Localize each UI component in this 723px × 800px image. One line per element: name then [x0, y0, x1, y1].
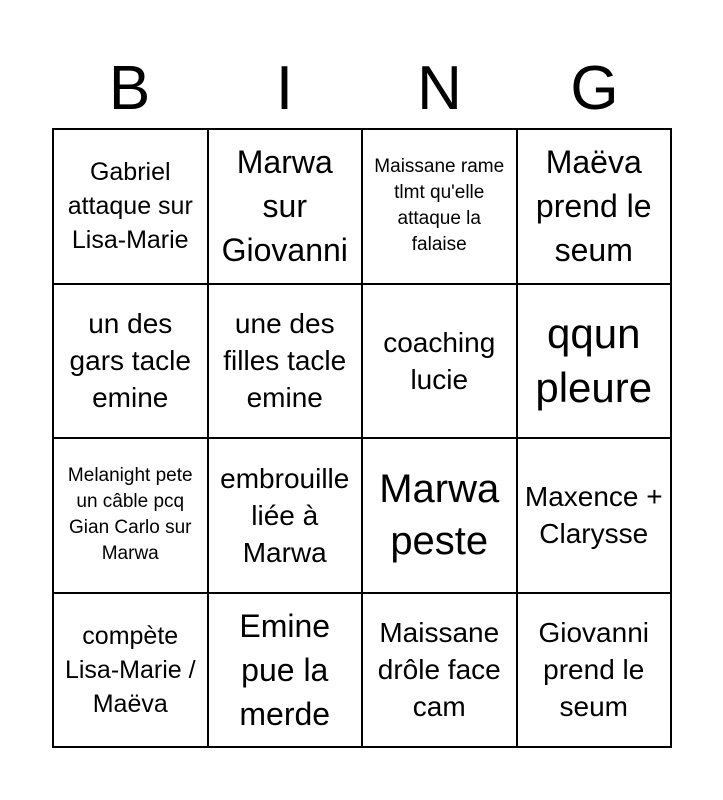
bingo-cell-text: Marwa peste: [379, 467, 500, 564]
bingo-cell[interactable]: [209, 594, 364, 749]
bingo-cell[interactable]: [209, 439, 364, 594]
header-letter-n: N: [417, 54, 462, 123]
bingo-cell[interactable]: [209, 285, 364, 440]
bingo-cell-text: un des gars tacle emine: [69, 308, 191, 414]
bingo-card: [52, 128, 672, 748]
bingo-cell-text: Marwa sur Giovanni: [221, 144, 348, 269]
bingo-cell[interactable]: [363, 130, 518, 285]
bingo-cell[interactable]: [54, 285, 209, 440]
bingo-cell[interactable]: [363, 594, 518, 749]
bingo-cell-text: Emine pue la merde: [239, 607, 331, 732]
bingo-cell[interactable]: [363, 285, 518, 440]
bingo-cell[interactable]: [54, 594, 209, 749]
bingo-cell[interactable]: [518, 285, 673, 440]
bingo-cell-text: embrouille liée à Marwa: [220, 462, 350, 568]
bingo-cell-text: Maëva prend le seum: [535, 144, 652, 269]
bingo-cell[interactable]: [518, 130, 673, 285]
bingo-cell[interactable]: [518, 439, 673, 594]
bingo-header: [52, 50, 672, 128]
bingo-cell[interactable]: [209, 130, 364, 285]
bingo-cell-text: Maissane drôle face cam: [377, 617, 501, 723]
header-letter-b: B: [108, 54, 151, 123]
bingo-cell-text: compète Lisa-Marie / Maëva: [64, 621, 196, 718]
bingo-cell-text: qqun pleure: [535, 309, 653, 411]
header-letter-i: I: [275, 54, 294, 123]
bingo-cell-text: Melanight pete un câble pcq Gian Carlo sur Marwa: [67, 465, 193, 565]
bingo-cell-text: Gabriel attaque sur Lisa-Marie: [67, 158, 193, 255]
bingo-cell-text: une des filles tacle emine: [223, 308, 347, 414]
bingo-cell-text: coaching lucie: [383, 326, 496, 395]
bingo-cell[interactable]: [363, 439, 518, 594]
header-letter-g: G: [570, 54, 619, 123]
bingo-cell[interactable]: [54, 130, 209, 285]
bingo-cell-text: Maissane rame tlmt qu'elle attaque la falaise: [374, 156, 505, 256]
bingo-cell-text: Giovanni prend le seum: [538, 617, 649, 723]
bingo-cell-text: Maxence + Clarysse: [524, 481, 663, 550]
bingo-cell[interactable]: [518, 594, 673, 749]
bingo-cell[interactable]: [54, 439, 209, 594]
